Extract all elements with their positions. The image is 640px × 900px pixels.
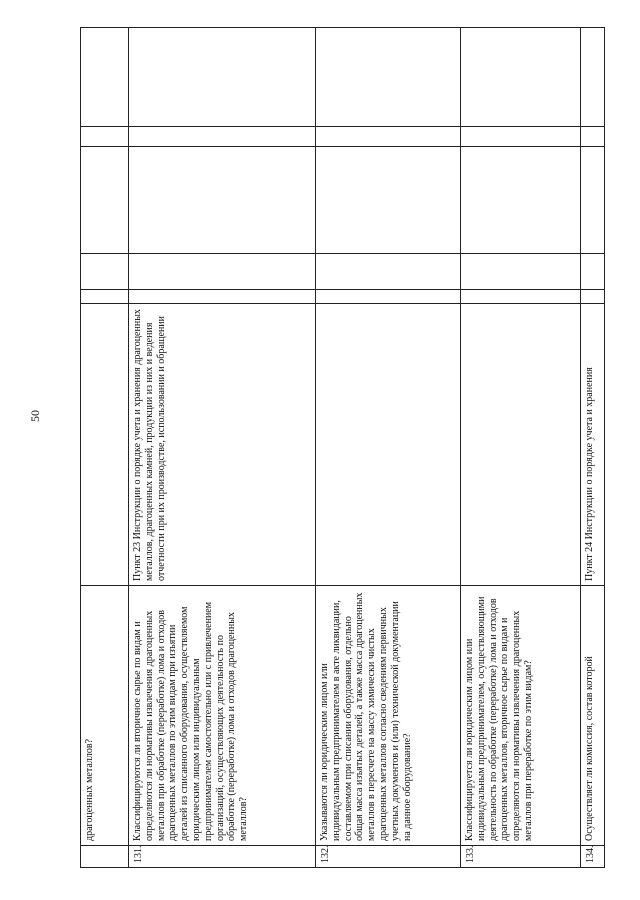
empty-cell — [129, 147, 316, 254]
table-row — [461, 28, 581, 868]
empty-cell — [316, 127, 461, 147]
table-row — [81, 28, 129, 868]
question-cell: Осуществляет ли комиссия, состав которой — [581, 586, 605, 846]
empty-cell — [461, 28, 581, 127]
empty-cell — [81, 304, 129, 586]
row-number: 132. — [316, 846, 461, 868]
empty-cell — [129, 28, 316, 127]
reference-cell: Пункт 23 Инструкции о порядке учета и хранения драгоценных металлов, драгоценных камней, продукции из них и ведения отчетности при их производстве, использовании и обращении — [129, 304, 316, 586]
row-number: 131. — [129, 846, 316, 868]
question-cell: Классифицируются ли вторичное сырье по видам и определяются ли нормативы извлечения драгоценных металлов при обработке (переработке) лома и отходов драгоценных металлов по этим видам при изъятии деталей из списанного оборудования, осуществляемом юридическим лицом или индивидуальным предпринимателем самостоятельно или с привлечением организаций, осуществляющих деятельность по обработке (переработке) лома и отходов драгоценных металлов? — [129, 586, 316, 846]
question-cell: Классифицируется ли юридическим лицом или индивидуальным предпринимателем, осуществляющими деятельность по обработке (переработке) лома и отходов драгоценных металлов, вторичное сырье по видам и определяются ли нормативы извлечения драгоценных металлов при переработке по этим видам? — [461, 586, 581, 846]
page-number: 50 — [28, 410, 42, 422]
empty-cell — [81, 846, 129, 868]
empty-cell — [581, 290, 605, 304]
reference-cell — [316, 304, 461, 586]
empty-cell — [461, 290, 581, 304]
empty-cell — [461, 127, 581, 147]
question-cell: драгоценных металлов? — [81, 586, 129, 846]
table-row — [581, 28, 605, 868]
empty-cell — [81, 28, 129, 127]
empty-cell — [581, 28, 605, 127]
question-cell: Указываются ли юридическим лицом или индивидуальным предпринимателем в акте ликвидации, составляемом при списании оборудования, отдельно общая масса изъятых деталей, а также масса драгоценных металлов в пересчете на массу химически чистых драгоценных металлов согласно сведениям первичных учетных документов и (или) технической документации на данное оборудование? — [316, 586, 461, 846]
empty-cell — [316, 147, 461, 254]
reference-cell: Пункт 24 Инструкции о порядке учета и хранения — [581, 304, 605, 586]
empty-cell — [581, 254, 605, 290]
empty-cell — [81, 254, 129, 290]
checklist-page — [80, 28, 596, 868]
row-number: 134. — [581, 846, 605, 868]
empty-cell — [461, 254, 581, 290]
empty-cell — [581, 127, 605, 147]
empty-cell — [316, 28, 461, 127]
empty-cell — [129, 127, 316, 147]
row-number: 133. — [461, 846, 581, 868]
empty-cell — [81, 290, 129, 304]
empty-cell — [316, 254, 461, 290]
reference-cell — [461, 304, 581, 586]
empty-cell — [316, 290, 461, 304]
empty-cell — [129, 254, 316, 290]
table-row — [316, 28, 461, 868]
checklist-table — [80, 27, 605, 868]
empty-cell — [81, 127, 129, 147]
empty-cell — [581, 147, 605, 254]
empty-cell — [129, 290, 316, 304]
table-row — [129, 28, 316, 868]
empty-cell — [81, 147, 129, 254]
empty-cell — [461, 147, 581, 254]
